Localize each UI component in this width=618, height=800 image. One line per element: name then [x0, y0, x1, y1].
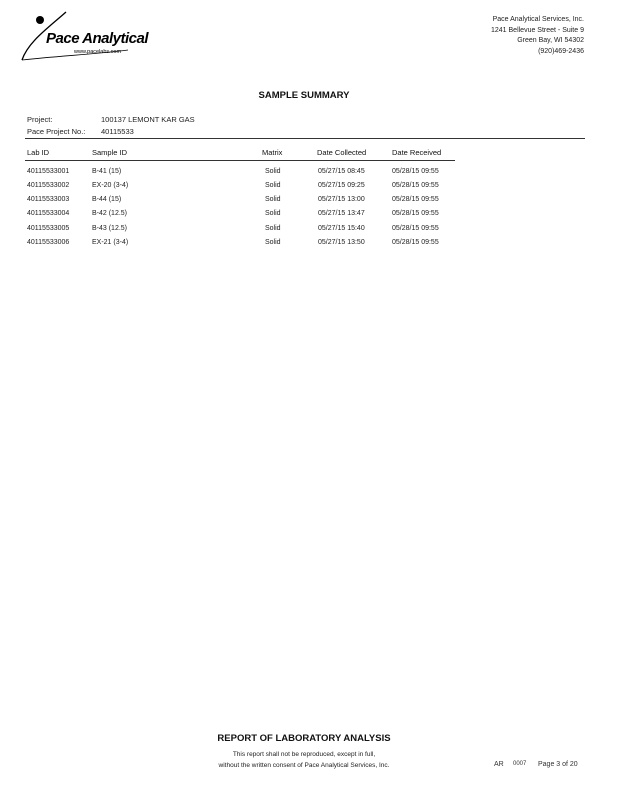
date-received-cell: 05/28/15 09:55 [392, 168, 439, 175]
col-header-matrix: Matrix [262, 148, 283, 157]
project-label: Project: [27, 115, 53, 124]
table-row [0, 196, 618, 209]
lab-id-cell: 40115533006 [27, 239, 70, 246]
date-collected-cell: 05/27/15 15:40 [318, 225, 365, 232]
footer-note-line1: This report shall not be reproduced, except in full, [232, 751, 376, 758]
table-row [0, 182, 618, 195]
lab-id-cell: 40115533004 [27, 210, 70, 217]
date-received-cell: 05/28/15 09:55 [392, 239, 439, 246]
table-row [0, 210, 618, 223]
header-rule [25, 138, 585, 139]
date-received-cell: 05/28/15 09:55 [392, 196, 439, 203]
footer-note-line2: without the written consent of Pace Analytical Services, Inc. [218, 762, 390, 769]
sample-id-cell: B-44 (15) [92, 196, 122, 203]
sample-id-cell: B-41 (15) [92, 168, 122, 175]
project-value: 100137 LEMONT KAR GAS [101, 115, 195, 124]
page-mark: 0007 [513, 761, 527, 767]
sample-id-cell: EX-21 (3-4) [92, 239, 129, 246]
pace-project-value: 40115533 [101, 127, 134, 136]
col-header-sample-id: Sample ID [92, 148, 128, 157]
sample-id-cell: B-43 (12.5) [92, 225, 128, 232]
report-footer-title: REPORT OF LABORATORY ANALYSIS [217, 733, 391, 744]
matrix-cell: Solid [265, 182, 281, 189]
date-collected-cell: 05/27/15 13:00 [318, 196, 365, 203]
page-title: SAMPLE SUMMARY [258, 90, 350, 101]
table-row [0, 168, 618, 181]
date-received-cell: 05/28/15 09:55 [392, 225, 439, 232]
pace-logo [18, 10, 148, 70]
lab-id-cell: 40115533005 [27, 225, 70, 232]
initials: AR [494, 761, 504, 768]
address-line: (920)469-2436 [538, 47, 584, 55]
date-collected-cell: 05/27/15 09:25 [318, 182, 365, 189]
page-number: Page 3 of 20 [538, 761, 578, 768]
pace-project-label: Pace Project No.: [27, 127, 86, 136]
date-collected-cell: 05/27/15 13:50 [318, 239, 365, 246]
address-line: Green Bay, WI 54302 [517, 37, 584, 44]
matrix-cell: Solid [265, 210, 281, 217]
col-header-date-collected: Date Collected [317, 148, 367, 157]
matrix-cell: Solid [265, 239, 281, 246]
address-line: 1241 Bellevue Street - Suite 9 [490, 26, 584, 34]
lab-id-cell: 40115533001 [27, 168, 70, 175]
lab-id-cell: 40115533002 [27, 182, 70, 189]
sample-id-cell: EX-20 (3-4) [92, 182, 129, 189]
logo-text: Pace Analytical [46, 30, 149, 47]
table-row [0, 225, 618, 238]
col-header-date-received: Date Received [392, 148, 442, 157]
matrix-cell: Solid [265, 225, 281, 232]
pace-project-line [27, 127, 134, 136]
address-line: Pace Analytical Services, Inc. [492, 16, 584, 23]
sample-id-cell: B-42 (12.5) [92, 210, 128, 217]
table-row [0, 239, 618, 252]
date-received-cell: 05/28/15 09:55 [392, 182, 439, 189]
project-line [27, 115, 195, 124]
col-header-lab-id: Lab ID [27, 148, 50, 157]
table-header-rule [25, 160, 455, 161]
matrix-cell: Solid [265, 168, 281, 175]
date-collected-cell: 05/27/15 08:45 [318, 168, 365, 175]
date-collected-cell: 05/27/15 13:47 [318, 210, 365, 217]
lab-id-cell: 40115533003 [27, 196, 70, 203]
company-address [491, 15, 584, 57]
logo-url: www.pacelabs.com [74, 49, 122, 55]
matrix-cell: Solid [265, 196, 281, 203]
date-received-cell: 05/28/15 09:55 [392, 210, 439, 217]
